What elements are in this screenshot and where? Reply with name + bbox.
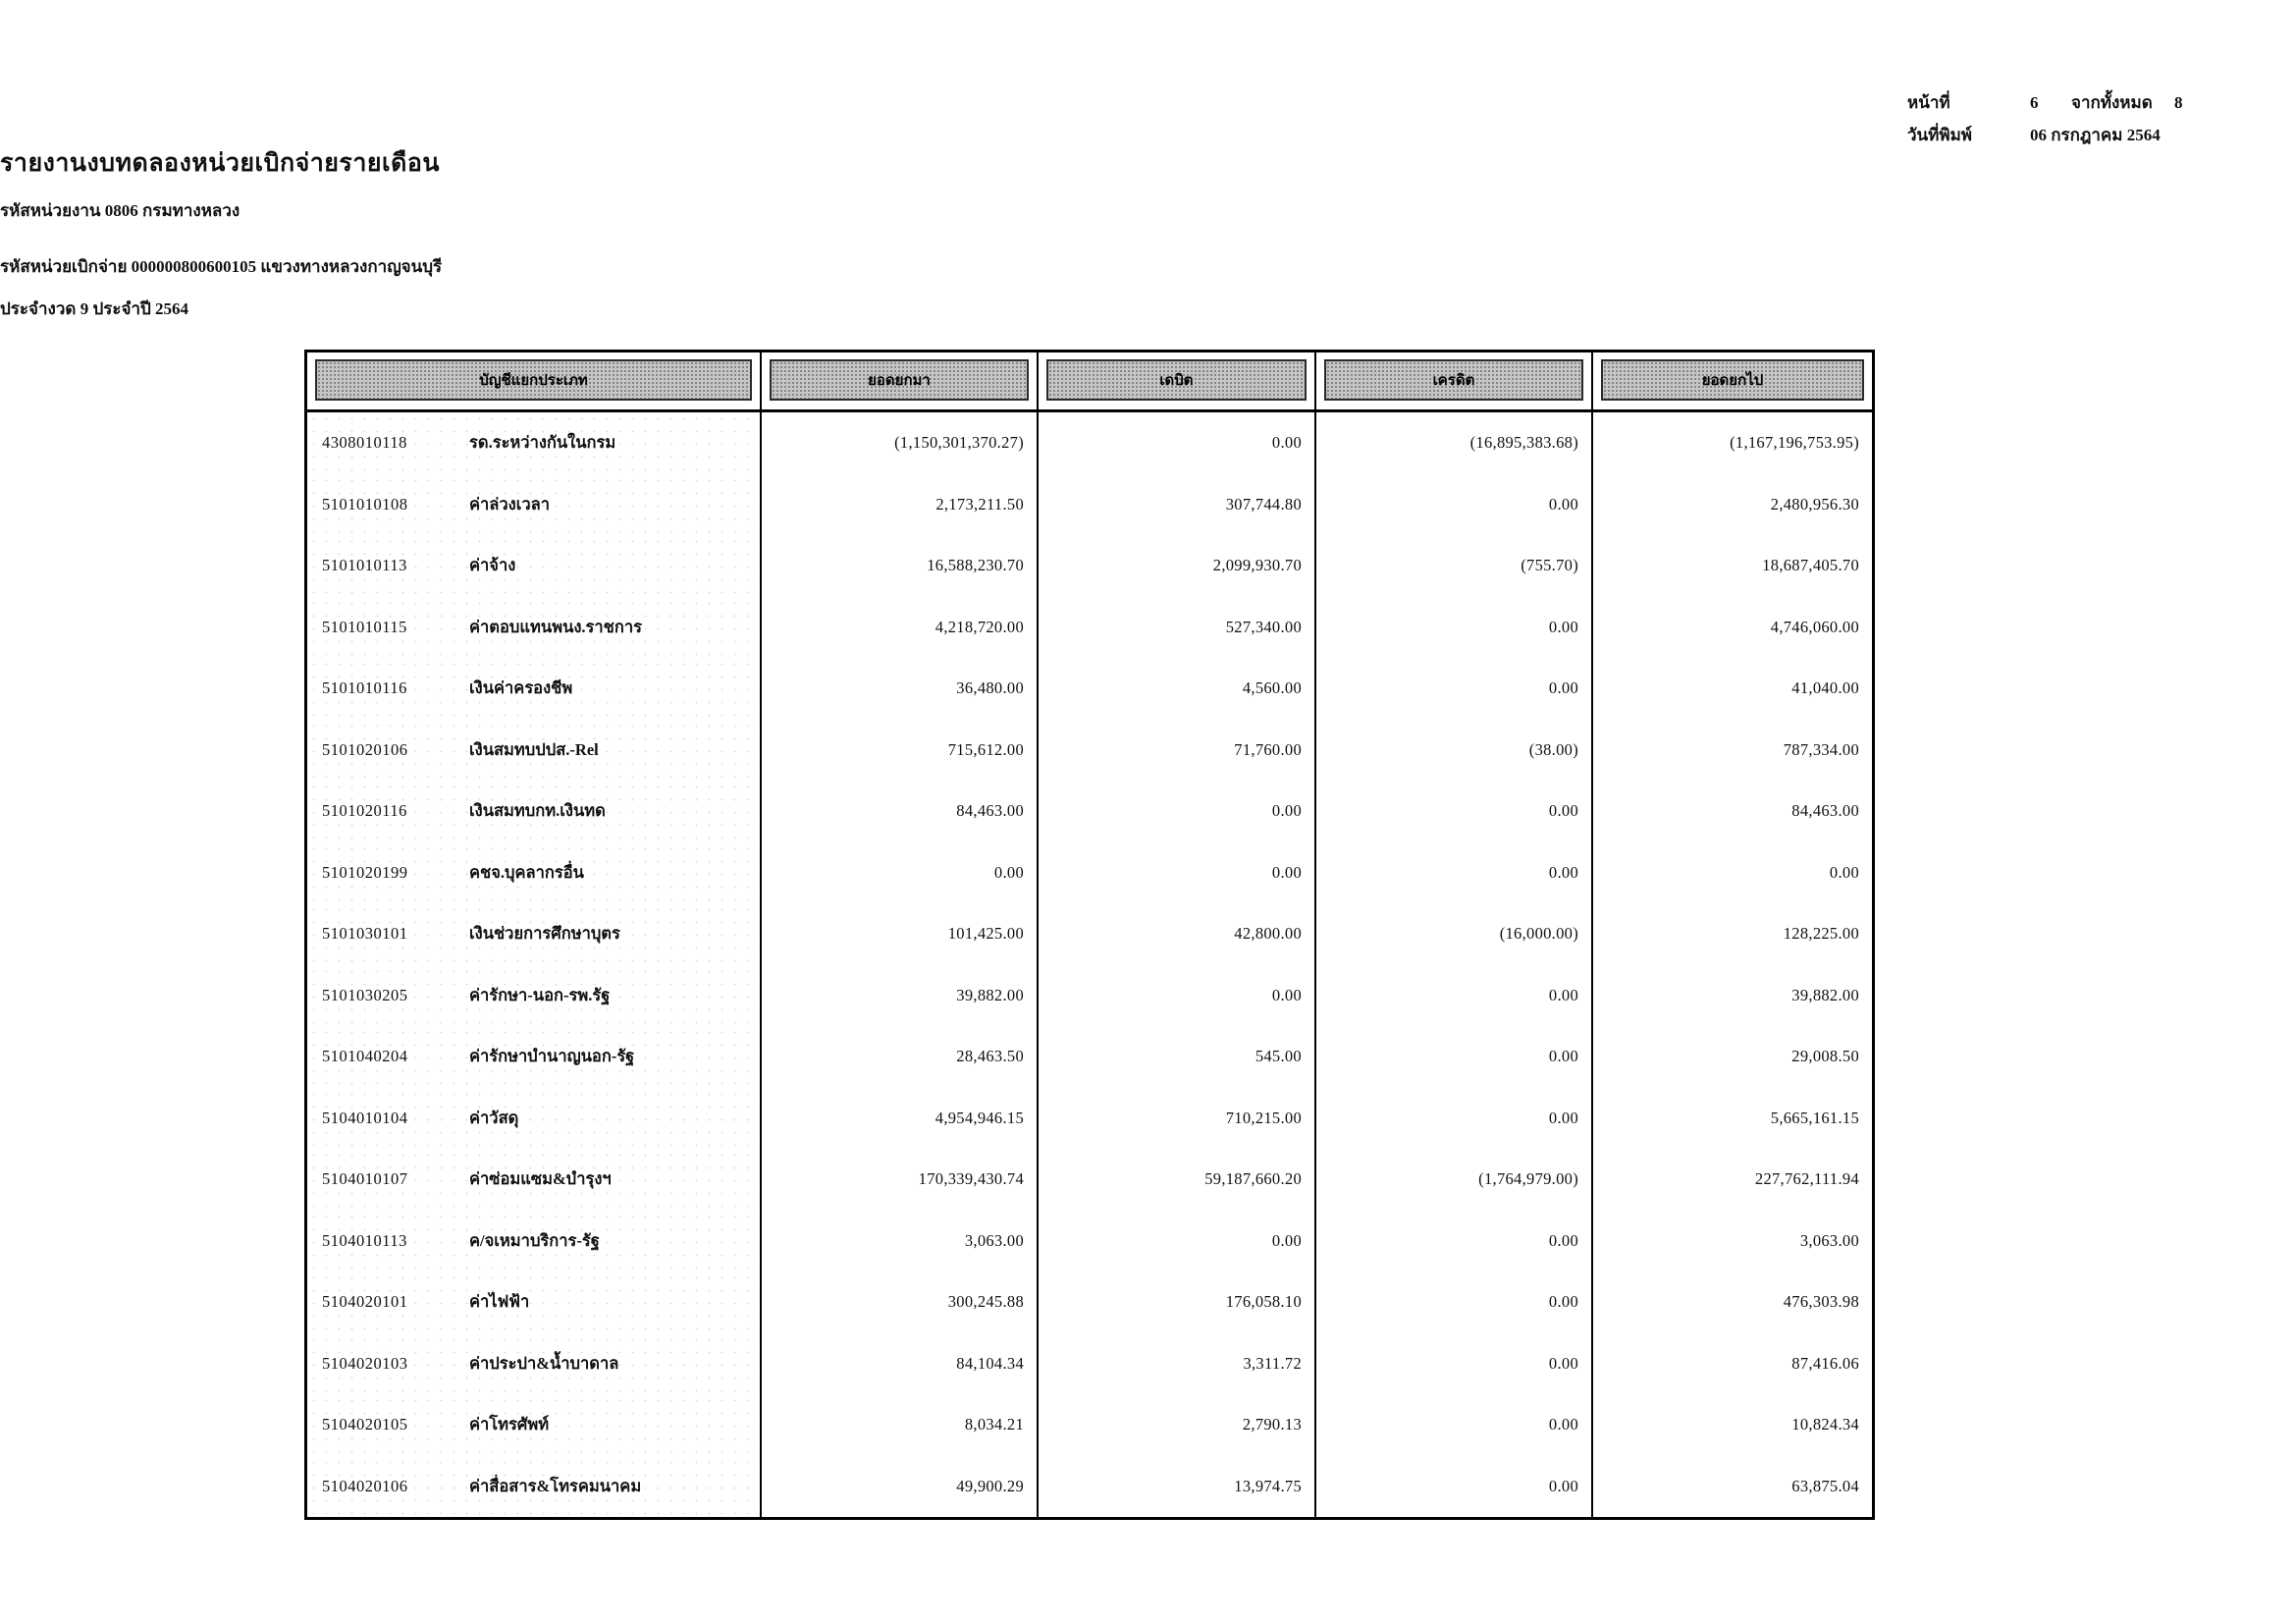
opening-balance-value: 170,339,430.74 xyxy=(762,1149,1039,1211)
credit-value: (16,000.00) xyxy=(1316,903,1593,965)
credit-value: 0.00 xyxy=(1316,781,1593,842)
closing-balance-value: 87,416.06 xyxy=(1791,1353,1859,1373)
account-name: รด.ระหว่างกันในกรม xyxy=(469,433,616,453)
debit-value: 545.00 xyxy=(1039,1026,1316,1088)
opening-balance-value: 715,612.00 xyxy=(762,720,1039,782)
header-cell-opening-balance xyxy=(762,352,1039,409)
account-cell xyxy=(307,1088,762,1150)
opening-balance-value: 4,218,720.00 xyxy=(762,597,1039,659)
table-row xyxy=(307,1088,1872,1150)
header-cell-debit xyxy=(1039,352,1316,409)
print-date-label: วันที่พิมพ์ xyxy=(1907,126,1972,144)
debit-value: 71,760.00 xyxy=(1039,720,1316,782)
account-code: 4308010118 xyxy=(322,433,407,453)
account-cell xyxy=(307,781,762,842)
debit-value: 710,215.00 xyxy=(1039,1088,1316,1150)
opening-balance-value: 2,173,211.50 xyxy=(762,474,1039,536)
account-code: 5104010107 xyxy=(322,1169,408,1189)
header-label-opening-balance: ยอดยกมา xyxy=(770,359,1029,401)
debit-value: 42,800.00 xyxy=(1039,903,1316,965)
account-code: 5101010116 xyxy=(322,678,407,698)
table-header-row xyxy=(307,352,1872,412)
debit-value: 527,340.00 xyxy=(1039,597,1316,659)
account-code: 5101010113 xyxy=(322,556,407,575)
closing-balance-value: 2,480,956.30 xyxy=(1770,494,1859,514)
account-name: เงินช่วยการศึกษาบุตร xyxy=(469,924,620,944)
header-cell-credit xyxy=(1316,352,1593,409)
period-line: ประจำงวด 9 ประจำปี 2564 xyxy=(0,299,189,318)
account-name: ค่าสื่อสาร&โทรคมนาคม xyxy=(469,1476,642,1495)
opening-balance-value: 84,463.00 xyxy=(762,781,1039,842)
report-title: รายงานงบทดลองหน่วยเบิกจ่ายรายเดือน xyxy=(0,150,440,177)
agency-code-line: รหัสหน่วยงาน 0806 กรมทางหลวง xyxy=(0,201,240,220)
opening-balance-value: 28,463.50 xyxy=(762,1026,1039,1088)
closing-balance-value: 128,225.00 xyxy=(1783,924,1859,944)
opening-balance-value: 8,034.21 xyxy=(762,1394,1039,1456)
table-row xyxy=(307,474,1872,536)
closing-balance-value: 0.00 xyxy=(1829,862,1859,882)
credit-value: 0.00 xyxy=(1316,1026,1593,1088)
table-row xyxy=(307,965,1872,1027)
account-cell xyxy=(307,1272,762,1333)
credit-value: 0.00 xyxy=(1316,1211,1593,1272)
account-cell xyxy=(307,842,762,904)
account-cell xyxy=(307,1149,762,1211)
account-code: 5101040204 xyxy=(322,1047,408,1066)
account-cell xyxy=(307,720,762,782)
closing-balance-value: 84,463.00 xyxy=(1791,801,1859,821)
debit-value: 59,187,660.20 xyxy=(1039,1149,1316,1211)
closing-balance-value: 227,762,111.94 xyxy=(1754,1169,1859,1189)
account-name: ค่าโทรศัพท์ xyxy=(469,1415,550,1435)
closing-balance-value: 3,063.00 xyxy=(1799,1230,1859,1250)
credit-value: 0.00 xyxy=(1316,474,1593,536)
debit-value: 0.00 xyxy=(1039,1211,1316,1272)
credit-value: 0.00 xyxy=(1316,1272,1593,1333)
opening-balance-value: 84,104.34 xyxy=(762,1333,1039,1395)
account-code: 5101030101 xyxy=(322,924,408,944)
account-cell xyxy=(307,597,762,659)
account-cell xyxy=(307,658,762,720)
closing-balance-value: 63,875.04 xyxy=(1791,1476,1859,1495)
account-name: ค/จเหมาบริการ-รัฐ xyxy=(469,1230,600,1250)
opening-balance-value: 4,954,946.15 xyxy=(762,1088,1039,1150)
closing-balance-value: 5,665,161.15 xyxy=(1770,1108,1859,1127)
opening-balance-value: 16,588,230.70 xyxy=(762,535,1039,597)
account-name: ค่าวัสดุ xyxy=(469,1108,519,1127)
table-row xyxy=(307,1394,1872,1456)
closing-balance-value: 476,303.98 xyxy=(1783,1292,1859,1312)
opening-balance-value: 49,900.29 xyxy=(762,1456,1039,1518)
credit-value: (1,764,979.00) xyxy=(1316,1149,1593,1211)
account-code: 5101010108 xyxy=(322,494,408,514)
debit-value: 13,974.75 xyxy=(1039,1456,1316,1518)
table-row xyxy=(307,1456,1872,1518)
account-code: 5101020116 xyxy=(322,801,407,821)
account-cell xyxy=(307,1333,762,1395)
account-name: เงินสมทบปปส.-Rel xyxy=(469,739,599,759)
account-name: คชจ.บุคลากรอื่น xyxy=(469,862,584,882)
closing-balance-value: 4,746,060.00 xyxy=(1770,617,1859,636)
header-cell-account xyxy=(307,352,762,409)
table-row xyxy=(307,658,1872,720)
closing-balance-value: 41,040.00 xyxy=(1791,678,1859,698)
credit-value: (38.00) xyxy=(1316,720,1593,782)
debit-value: 3,311.72 xyxy=(1039,1333,1316,1395)
debit-value: 0.00 xyxy=(1039,412,1316,474)
debit-value: 0.00 xyxy=(1039,965,1316,1027)
account-cell xyxy=(307,412,762,474)
debit-value: 307,744.80 xyxy=(1039,474,1316,536)
closing-balance-value: 787,334.00 xyxy=(1783,739,1859,759)
table-row xyxy=(307,842,1872,904)
closing-balance-value: 29,008.50 xyxy=(1791,1047,1859,1066)
opening-balance-value: 0.00 xyxy=(762,842,1039,904)
table-body xyxy=(307,412,1872,1517)
total-pages-label: จากทั้งหมด xyxy=(2071,93,2153,112)
table-row xyxy=(307,597,1872,659)
credit-value: 0.00 xyxy=(1316,965,1593,1027)
account-name: ค่ารักษา-นอก-รพ.รัฐ xyxy=(469,985,611,1004)
table-row xyxy=(307,412,1872,474)
page-number: 6 xyxy=(2030,93,2039,112)
opening-balance-value: 39,882.00 xyxy=(762,965,1039,1027)
account-name: ค่าไฟฟ้า xyxy=(469,1292,530,1312)
account-cell xyxy=(307,903,762,965)
debit-value: 176,058.10 xyxy=(1039,1272,1316,1333)
debit-value: 4,560.00 xyxy=(1039,658,1316,720)
account-code: 5104020106 xyxy=(322,1476,408,1495)
account-name: เงินค่าครองชีพ xyxy=(469,678,573,698)
credit-value: 0.00 xyxy=(1316,1088,1593,1150)
header-label-account: บัญชีแยกประเภท xyxy=(315,359,752,401)
closing-balance-value: 39,882.00 xyxy=(1791,985,1859,1004)
header-label-debit: เดบิต xyxy=(1046,359,1307,401)
debit-value: 0.00 xyxy=(1039,842,1316,904)
debit-value: 2,790.13 xyxy=(1039,1394,1316,1456)
table-row xyxy=(307,720,1872,782)
account-cell xyxy=(307,965,762,1027)
opening-balance-value: 3,063.00 xyxy=(762,1211,1039,1272)
print-date: 06 กรกฎาคม 2564 xyxy=(2030,126,2161,144)
account-name: เงินสมทบกท.เงินทด xyxy=(469,801,606,821)
account-cell xyxy=(307,1026,762,1088)
table-row xyxy=(307,1149,1872,1211)
account-cell xyxy=(307,535,762,597)
account-code: 5101020199 xyxy=(322,862,408,882)
account-code: 5104010104 xyxy=(322,1108,408,1127)
opening-balance-value: 300,245.88 xyxy=(762,1272,1039,1333)
credit-value: 0.00 xyxy=(1316,1456,1593,1518)
credit-value: 0.00 xyxy=(1316,658,1593,720)
closing-balance-value: (1,167,196,753.95) xyxy=(1730,433,1859,453)
opening-balance-value: (1,150,301,370.27) xyxy=(762,412,1039,474)
closing-balance-value: 18,687,405.70 xyxy=(1762,556,1859,575)
debit-value: 0.00 xyxy=(1039,781,1316,842)
opening-balance-value: 101,425.00 xyxy=(762,903,1039,965)
credit-value: (16,895,383.68) xyxy=(1316,412,1593,474)
header-cell-closing-balance xyxy=(1593,352,1872,409)
total-pages: 8 xyxy=(2174,93,2183,112)
credit-value: 0.00 xyxy=(1316,842,1593,904)
account-cell xyxy=(307,1394,762,1456)
trial-balance-table xyxy=(304,350,1875,1520)
header-label-closing-balance: ยอดยกไป xyxy=(1601,359,1864,401)
account-code: 5104020103 xyxy=(322,1353,408,1373)
page-label: หน้าที่ xyxy=(1907,93,1950,112)
credit-value: 0.00 xyxy=(1316,597,1593,659)
account-cell xyxy=(307,474,762,536)
account-name: ค่าล่วงเวลา xyxy=(469,494,551,514)
account-name: ค่าซ่อมแซม&บำรุงฯ xyxy=(469,1169,612,1189)
table-row xyxy=(307,535,1872,597)
table-row xyxy=(307,1272,1872,1333)
table-row xyxy=(307,1026,1872,1088)
table-row xyxy=(307,1333,1872,1395)
table-row xyxy=(307,781,1872,842)
credit-value: 0.00 xyxy=(1316,1333,1593,1395)
closing-balance-value: 10,824.34 xyxy=(1791,1415,1859,1435)
table-row xyxy=(307,1211,1872,1272)
credit-value: (755.70) xyxy=(1316,535,1593,597)
account-name: ค่าตอบแทนพนง.ราชการ xyxy=(469,617,642,636)
header-label-credit: เครดิต xyxy=(1324,359,1583,401)
account-cell xyxy=(307,1456,762,1518)
page-number-line xyxy=(1907,86,2280,119)
account-cell xyxy=(307,1211,762,1272)
opening-balance-value: 36,480.00 xyxy=(762,658,1039,720)
account-code: 5101010115 xyxy=(322,617,407,636)
page-meta xyxy=(1907,86,2280,151)
account-code: 5104020101 xyxy=(322,1292,408,1312)
account-code: 5101030205 xyxy=(322,985,408,1004)
account-code: 5101020106 xyxy=(322,739,408,759)
account-code: 5104010113 xyxy=(322,1230,407,1250)
disbursing-unit-line: รหัสหน่วยเบิกจ่าย 000000800600105 แขวงทางหลวงกาญจนบุรี xyxy=(0,257,443,276)
table-row xyxy=(307,903,1872,965)
account-code: 5104020105 xyxy=(322,1415,408,1435)
print-date-line xyxy=(1907,119,2280,151)
account-name: ค่าจ้าง xyxy=(469,556,516,575)
debit-value: 2,099,930.70 xyxy=(1039,535,1316,597)
account-name: ค่ารักษาบำนาญนอก-รัฐ xyxy=(469,1047,635,1066)
credit-value: 0.00 xyxy=(1316,1394,1593,1456)
account-name: ค่าประปา&น้ำบาดาล xyxy=(469,1353,619,1373)
